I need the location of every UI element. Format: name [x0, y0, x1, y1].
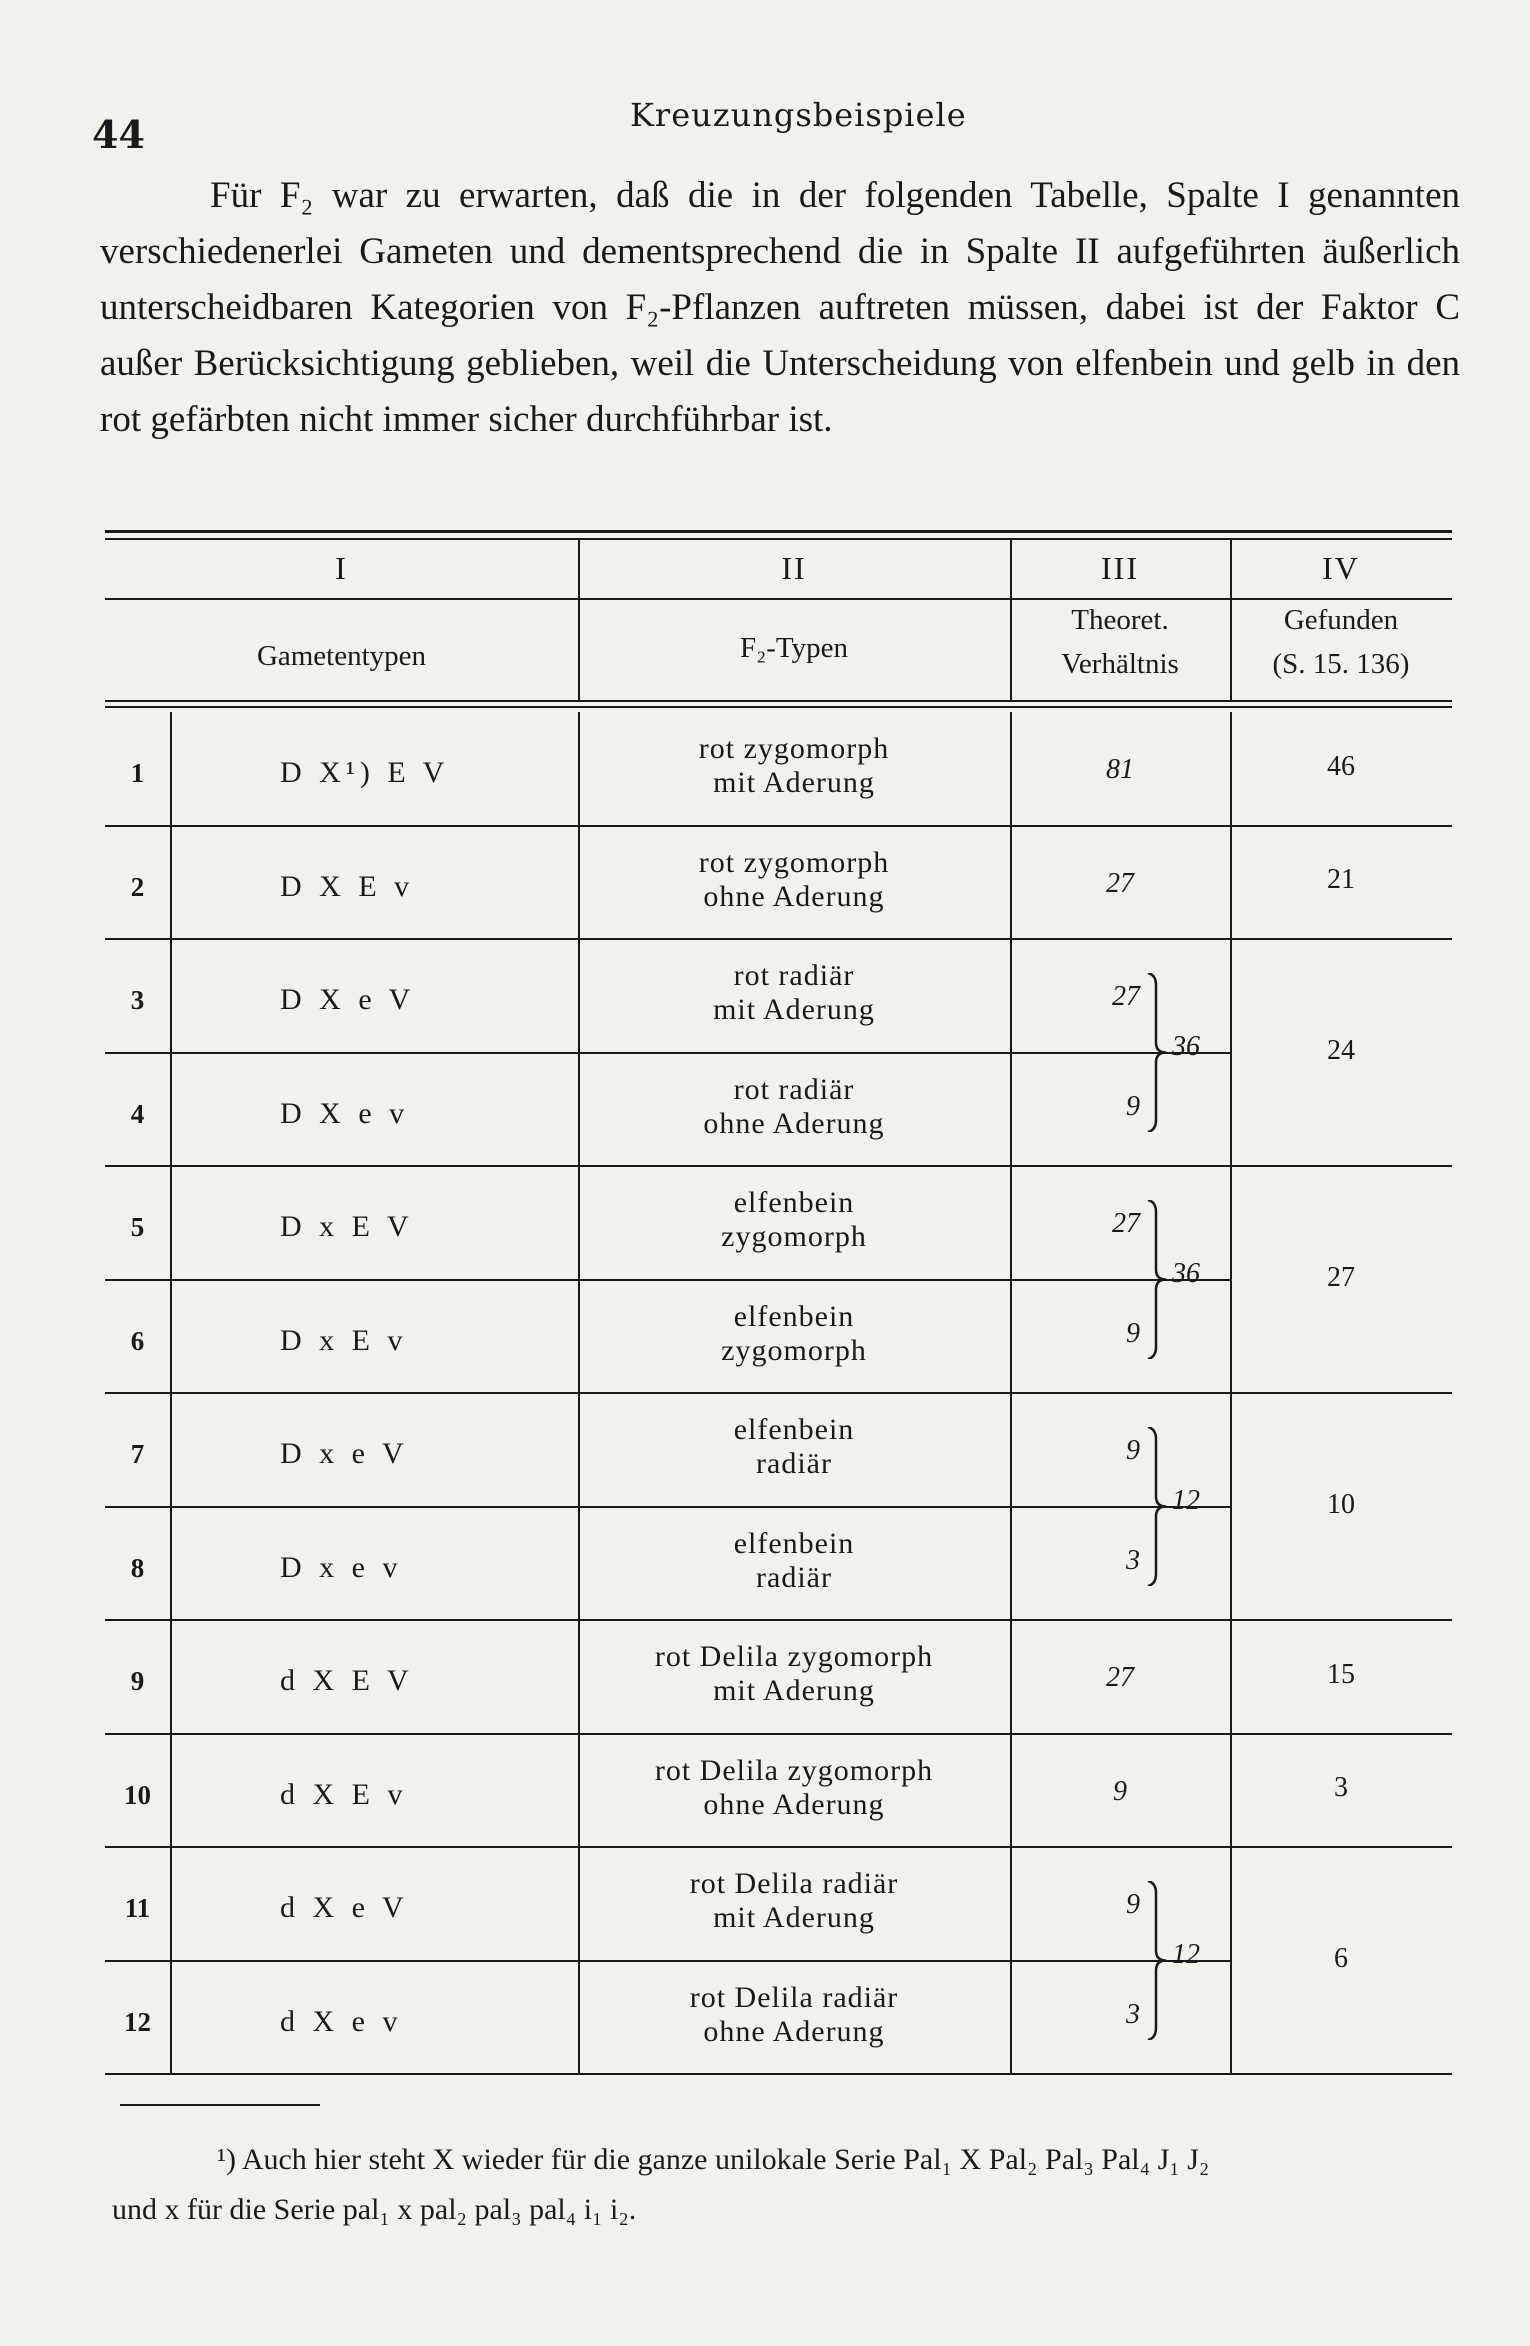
row-number: 2 — [130, 871, 145, 902]
found-count: 27 — [1327, 1261, 1355, 1293]
row-number: 12 — [124, 2006, 151, 2037]
col-header-found-1: Gefunden — [1283, 604, 1399, 636]
header-rule-2 — [105, 706, 1452, 708]
found-count: 6 — [1334, 1942, 1348, 1974]
f2-type-line-2: ohne Aderung — [703, 879, 885, 913]
header-col-divider — [578, 538, 580, 700]
column-numeral: I — [335, 550, 348, 586]
f2-type-line-2: ohne Aderung — [703, 1787, 885, 1821]
f2-type-line-1: rot zygomorph — [698, 845, 890, 879]
theoretical-ratio: 9 — [1113, 1775, 1127, 1807]
f2-type-line-2: ohne Aderung — [703, 1106, 885, 1140]
f2-type-line-1: rot Delila zygomorph — [654, 1640, 934, 1673]
f2-type-line-1: elfenbein — [733, 1526, 855, 1560]
brace-icon — [1146, 1881, 1170, 2040]
found-count: 10 — [1327, 1488, 1355, 1520]
page-number: 44 — [92, 112, 145, 157]
f2-type-line-1: rot Delila radiär — [689, 1980, 899, 2014]
found-count: 21 — [1327, 864, 1355, 896]
col-header-found-2: (S. 15. 136) — [1272, 648, 1410, 680]
theoretical-ratio: 9 — [1126, 1435, 1140, 1466]
col-header-ratio-1: Theoret. — [1071, 604, 1169, 636]
theoretical-ratio: 3 — [1126, 1998, 1140, 2030]
footnote-line-2: und x für die Serie pal₁ x pal₂ pal₃ pal₄ i₁ i₂. — [112, 2193, 637, 2226]
theoretical-ratio: 27 — [1106, 867, 1134, 899]
group-rule — [105, 1392, 1452, 1394]
group-rule — [105, 938, 1452, 940]
found-count: 46 — [1327, 750, 1355, 782]
f2-type-line-2: mit Aderung — [713, 766, 875, 799]
brace-icon — [1146, 1200, 1170, 1359]
group-rule — [105, 1733, 1452, 1735]
row-number: 5 — [130, 1212, 145, 1242]
f2-type-line-1: rot radiär — [733, 959, 855, 992]
table-top-rule — [105, 530, 1452, 533]
column-numeral: II — [781, 550, 807, 586]
group-rule — [105, 1619, 1452, 1621]
gamete-type: d X E v — [280, 1777, 408, 1811]
f2-type-line-1: rot Delila zygomorph — [654, 1753, 934, 1787]
col-header-ratio-2: Verhältnis — [1061, 648, 1179, 680]
f2-type-line-2: radiär — [756, 1447, 832, 1480]
group-rule — [105, 1846, 1452, 1848]
theoretical-ratio: 9 — [1126, 1889, 1140, 1920]
found-count: 3 — [1334, 1772, 1348, 1804]
column-numeral: III — [1101, 550, 1139, 586]
theoretical-ratio: 27 — [1106, 1662, 1134, 1693]
col-header-f2-types: F₂-Typen — [740, 632, 848, 664]
theoretical-ratio: 3 — [1126, 1544, 1140, 1576]
row-number: 1 — [130, 758, 145, 788]
gamete-type: d X E V — [280, 1664, 414, 1697]
group-rule — [105, 825, 1452, 827]
f2-type-line-2: mit Aderung — [713, 1901, 875, 1934]
table-top-rule-2 — [105, 538, 1452, 540]
f2-type-line-1: elfenbein — [733, 1186, 855, 1219]
f2-type-line-2: zygomorph — [721, 1220, 867, 1253]
running-head: Kreuzungsbeispiele — [630, 96, 967, 134]
gamete-type: D x e v — [280, 1550, 403, 1584]
f2-type-line-1: elfenbein — [733, 1413, 855, 1446]
pair-rule — [105, 1960, 1230, 1962]
f2-type-line-2: mit Aderung — [713, 1674, 875, 1707]
row-number: 6 — [130, 1325, 145, 1356]
brace-icon — [1146, 973, 1170, 1132]
footnote-rule — [120, 2104, 320, 2106]
gamete-type: D X E v — [280, 869, 415, 903]
pair-rule — [105, 1052, 1230, 1054]
theoretical-ratio: 9 — [1126, 1090, 1140, 1122]
group-rule — [105, 2073, 1452, 2075]
gamete-type: D X e V — [280, 983, 416, 1016]
gamete-type: D x e V — [280, 1437, 409, 1470]
row-number: 8 — [130, 1552, 145, 1583]
row-number: 11 — [124, 1893, 151, 1923]
row-number: 10 — [124, 1779, 151, 1810]
f2-type-line-1: rot zygomorph — [698, 732, 890, 765]
pair-rule — [105, 1506, 1230, 1508]
found-count: 15 — [1327, 1658, 1355, 1690]
f2-type-line-2: zygomorph — [721, 1333, 867, 1367]
group-rule — [105, 1165, 1452, 1167]
f2-type-line-2: mit Aderung — [713, 993, 875, 1026]
row-number: 3 — [130, 985, 145, 1015]
header-rule — [105, 700, 1452, 702]
theoretical-ratio: 9 — [1126, 1317, 1140, 1349]
found-count: 24 — [1327, 1034, 1355, 1066]
gamete-type: D X e v — [280, 1096, 410, 1130]
gamete-type: d X e V — [280, 1891, 409, 1924]
row-number: 7 — [130, 1439, 145, 1469]
group-sum: 12 — [1172, 1484, 1200, 1516]
footnote — [112, 2135, 1482, 2235]
col-header-gametes: Gametentypen — [256, 640, 427, 672]
gamete-type: d X e v — [280, 2004, 403, 2038]
column-numeral: IV — [1322, 550, 1360, 586]
f2-type-line-2: radiär — [756, 1560, 832, 1594]
theoretical-ratio: 81 — [1106, 754, 1134, 785]
intro-text: Für F₂ war zu erwarten, daß die in der folgenden Tabelle, Spalte I genannten verschiedenerlei Gameten und dementsprechend die in Spalte II aufgeführten äußerlich unterscheidbaren Kategorien von F₂-Pflanzen auftreten müssen, dabei ist der Faktor C außer Berücksichtigung geblieben, weil die Unterscheidung von elfenbein und gelb in den rot gefärbten nicht immer sicher durchführbar ist. — [100, 175, 1460, 440]
footnote-line-1: ¹) Auch hier steht X wieder für die ganze unilokale Serie Pal₁ X Pal₂ Pal₃ Pal₄ J₁ J₂ — [217, 2143, 1210, 2176]
theoretical-ratio: 27 — [1112, 1208, 1140, 1239]
gamete-type: D x E v — [280, 1323, 408, 1357]
pair-rule — [105, 1279, 1230, 1281]
f2-type-line-1: elfenbein — [733, 1299, 855, 1333]
brace-icon — [1146, 1427, 1170, 1586]
gamete-type: D x E V — [280, 1210, 414, 1243]
gamete-type: D X¹) E V — [280, 756, 450, 789]
f2-type-line-1: rot Delila radiär — [689, 1867, 899, 1900]
row-number: 4 — [130, 1098, 145, 1129]
f2-type-line-2: ohne Aderung — [703, 2014, 885, 2048]
row-number: 9 — [130, 1666, 145, 1696]
group-sum: 36 — [1172, 1257, 1200, 1289]
theoretical-ratio: 27 — [1112, 981, 1140, 1012]
group-sum: 36 — [1172, 1030, 1200, 1062]
group-sum: 12 — [1172, 1938, 1200, 1970]
f2-type-line-1: rot radiär — [733, 1072, 855, 1106]
